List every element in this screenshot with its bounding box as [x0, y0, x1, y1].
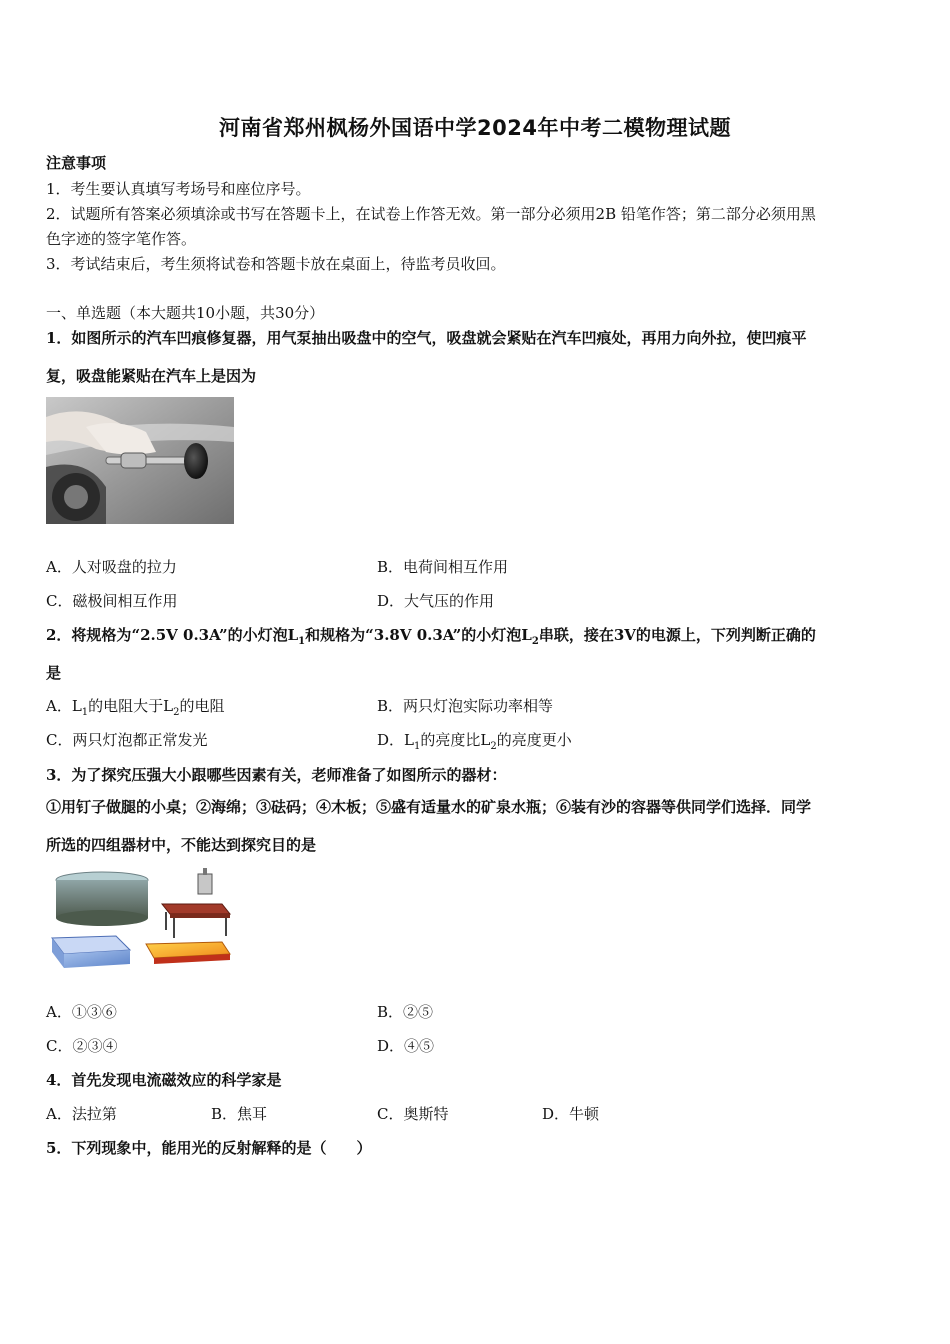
q1-option-d: D．大气压的作用: [377, 592, 495, 610]
q1-option-c: C．磁极间相互作用: [46, 592, 178, 610]
q4-option-b: B．焦耳: [211, 1105, 268, 1123]
q2-stem-line2: 是: [46, 664, 62, 682]
q2-stem-line1: 2．将规格为“2.5V 0.3A”的小灯泡$L_1$和规格为“3.8V 0.3A”的小灯泡$L_2$串联，接在3V的电源上，下列判断正确的: [46, 626, 816, 647]
q1-option-b: B．电荷间相互作用: [377, 558, 509, 576]
q2-option-b: B．两只灯泡实际功率相等: [377, 697, 554, 715]
q1-stem-line2: 复，吸盘能紧贴在汽车上是因为: [46, 367, 257, 385]
q2-option-c: C．两只灯泡都正常发光: [46, 731, 208, 749]
q3-option-d: D．④⑤: [377, 1037, 435, 1055]
page-title: 河南省郑州枫杨外国语中学2024年中考二模物理试题: [219, 116, 731, 140]
q3-option-b: B．②⑤: [377, 1003, 434, 1021]
notice-item-2: 2．试题所有答案必须填涂或书写在答题卡上，在试卷上作答无效。第一部分必须用2B 铅笔作答；第二部分必须用黑: [46, 205, 816, 223]
q1-stem-line1: 1．如图所示的汽车凹痕修复器，用气泵抽出吸盘中的空气，吸盘就会紧贴在汽车凹痕处，再用力向外拉，使凹痕平: [46, 329, 807, 347]
q1-option-a: A．人对吸盘的拉力: [46, 558, 177, 576]
q4-option-d: D．牛顿: [542, 1105, 600, 1123]
q2-option-a: A．$L_1$的电阻大于$L_2$的电阻: [46, 697, 225, 718]
q3-stem-line3: 所选的四组器材中，不能达到探究目的是: [46, 836, 317, 854]
q3-stem-line1: 3．为了探究压强大小跟哪些因素有关，老师准备了如图所示的器材：: [46, 766, 507, 784]
q2-option-d: D．$L_1$的亮度比$L_2$的亮度更小: [377, 731, 572, 752]
pressure-apparatus-image: [46, 868, 232, 978]
section-heading: 一、单选题（本大题共10小题，共30分）: [46, 304, 325, 322]
q3-stem-line2: ①用钉子做腿的小桌；②海绵；③砝码；④木板；⑤盛有适量水的矿泉水瓶；⑥装有沙的容器等供同学们选择．同学: [46, 798, 812, 816]
notice-heading: 注意事项: [46, 154, 107, 172]
q4-option-a: A．法拉第: [46, 1105, 117, 1123]
q5-stem: 5．下列现象中，能用光的反射解释的是（ ）: [46, 1139, 372, 1157]
notice-item-1: 1．考生要认真填写考场号和座位序号。: [46, 180, 311, 198]
q3-option-a: A．①③⑥: [46, 1003, 117, 1021]
q3-option-c: C．②③④: [46, 1037, 118, 1055]
notice-item-2-cont: 色字迹的签字笔作答。: [46, 230, 197, 248]
q4-stem: 4．首先发现电流磁效应的科学家是: [46, 1071, 282, 1089]
q4-option-c: C．奥斯特: [377, 1105, 449, 1123]
dent-repair-photo: [46, 397, 234, 524]
notice-item-3: 3．考试结束后，考生须将试卷和答题卡放在桌面上，待监考员收回。: [46, 255, 506, 273]
